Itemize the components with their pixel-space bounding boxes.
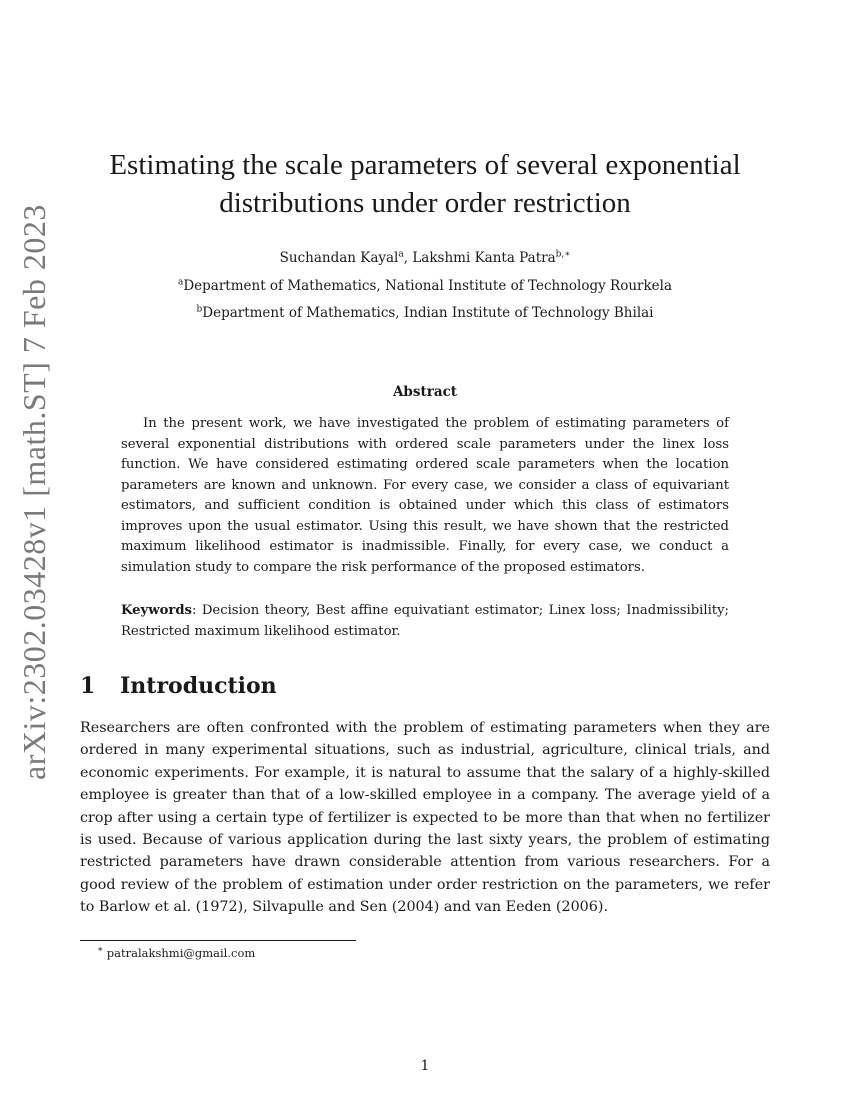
title-line-1: Estimating the scale parameters of several exponential [109, 149, 741, 181]
affiliation-text: Department of Mathematics, Indian Institute of Technology Bhilai [202, 305, 654, 321]
author-name: Lakshmi Kanta Patra [412, 250, 556, 266]
paper-title [70, 146, 780, 222]
keywords [121, 601, 729, 642]
section-number: 1 [80, 673, 96, 699]
footnote-marker: ∗ [97, 945, 104, 956]
arxiv-stamp: arXiv:2302.03428v1 [math.ST] 7 Feb 2023 [16, 204, 52, 780]
affiliation-mark: a [177, 277, 184, 288]
affiliation-mark: b [196, 304, 203, 315]
corresponding-author-mark: ∗ [564, 249, 571, 260]
page-number: 1 [420, 1058, 430, 1074]
abstract-body: In the present work, we have investigated the problem of estimating parameters of several exponential distributions with ordered scale parameters under the linex loss function. We have considered estimating ordered scale parameters when the location parameters are known and unknown. For every case, we consider a class of equivariant estimators, and sufficient condition is obtained under which this class of estimators improves upon the usual estimator. Using this result, we have shown that the restricted maximum likelihood estimator is inadmissible. Finally, for every case, we conduct a simulation study to compare the risk performance of the proposed estimators. [121, 416, 729, 575]
keywords-label: Keywords [121, 603, 192, 618]
footnote-email-link[interactable]: patralakshmi@gmail.com [106, 946, 256, 960]
author-affiliation-mark: b,∗ [555, 249, 571, 260]
footnote [97, 945, 255, 961]
author-list [0, 249, 850, 267]
author-affiliation-mark: a [398, 249, 404, 260]
title-line-2: distributions under order restriction [219, 187, 631, 219]
affiliation-a [0, 277, 850, 295]
affiliation-b [0, 304, 850, 322]
section-title: Introduction [120, 673, 277, 699]
footnote-rule [80, 940, 356, 941]
keywords-text: : Decision theory, Best affine equivatiant estimator; Linex loss; Inadmissibility; Restricted maximum likelihood estimator. [121, 603, 729, 639]
author-separator: , [403, 250, 413, 266]
section-heading [80, 671, 277, 701]
author-name: Suchandan Kayal [279, 250, 399, 266]
introduction-paragraph: Researchers are often confronted with the problem of estimating parameters when they are ordered in many experimental situations, such as industrial, agriculture, clinical trials, and economic experiments. For example, it is natural to assume that the salary of a highly-skilled employee is greater than that of a low-skilled employee in a company. The average yield of a crop after using a certain type of fertilizer is expected to be more than that when no fertilizer is used. Because of various application during the last sixty years, the problem of estimating restricted parameters have drawn considerable attention from various researchers. For a good review of the problem of estimation under order restriction on the parameters, we refer to Barlow et al. (1972), Silvapulle and Sen (2004) and van Eeden (2006). [80, 720, 770, 916]
abstract-heading: Abstract [392, 384, 458, 400]
affiliation-text: Department of Mathematics, National Institute of Technology Rourkela [183, 278, 673, 294]
